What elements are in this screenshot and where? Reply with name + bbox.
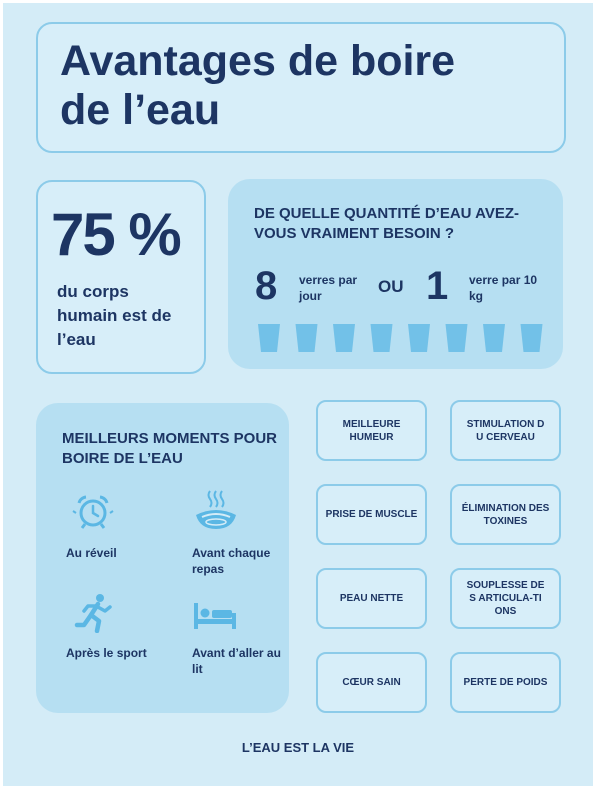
benefit-heart bbox=[316, 652, 427, 713]
footer-slogan: L’EAU EST LA VIE bbox=[241, 740, 355, 755]
benefit-label: PERTE DE POIDS bbox=[463, 677, 548, 688]
quantity-title: DE QUELLE QUANTITÉ D’EAU AVEZ-VOUS VRAIMENT BESOIN ? bbox=[254, 205, 520, 242]
best-times-title: MEILLEURS MOMENTS POUR BOIRE DE L’EAU bbox=[62, 430, 278, 467]
water-glass-icon bbox=[483, 324, 505, 352]
bed-icon bbox=[192, 601, 238, 631]
water-glass-icon bbox=[371, 324, 393, 352]
title-box bbox=[36, 22, 566, 153]
water-quantity-box bbox=[228, 179, 563, 369]
benefit-label: PRISE DE MUSCLE bbox=[325, 509, 418, 520]
running-person-icon bbox=[74, 593, 114, 633]
water-glass-icon bbox=[408, 324, 430, 352]
water-glass-icon bbox=[258, 324, 280, 352]
stat-text: du corps humain est de l’eau bbox=[57, 282, 172, 349]
benefit-label: SOUPLESSE DES ARTICULA-TIONS bbox=[466, 580, 545, 617]
meal-bowl-icon bbox=[192, 489, 240, 531]
water-glass-icon bbox=[333, 324, 355, 352]
benefit-label: PEAU NETTE bbox=[339, 593, 404, 604]
benefit-label: MEILLEURE HUMEUR bbox=[342, 418, 401, 443]
option1-text: verres par jour bbox=[299, 273, 358, 303]
alarm-clock-icon bbox=[70, 493, 116, 529]
title-line-1: Avantages de boire bbox=[60, 37, 456, 85]
benefit-weight bbox=[450, 652, 561, 713]
benefit-mood bbox=[316, 400, 427, 461]
option2-number: 1 bbox=[426, 264, 449, 308]
benefit-brain bbox=[450, 400, 561, 461]
benefit-toxins bbox=[450, 484, 561, 545]
water-glass-icon bbox=[296, 324, 318, 352]
benefit-muscle bbox=[316, 484, 427, 545]
benefit-label: STIMULATION DU CERVEAU bbox=[466, 418, 545, 443]
stat-value: 75 % bbox=[51, 201, 180, 268]
water-glass-icon bbox=[446, 324, 468, 352]
best-times-box bbox=[36, 403, 289, 713]
benefit-label: ÉLIMINATION DES TOXINES bbox=[461, 502, 550, 527]
title-line-2: de l’eau bbox=[60, 86, 221, 134]
stat-box bbox=[36, 180, 206, 374]
option2-text: verre par 10 kg bbox=[469, 273, 538, 303]
benefit-skin bbox=[316, 568, 427, 629]
benefit-joints bbox=[450, 568, 561, 629]
water-glass-icon bbox=[521, 324, 543, 352]
glasses-row bbox=[258, 324, 548, 354]
infographic-page bbox=[3, 3, 593, 786]
time-label-meal: Avant chaque repas bbox=[192, 546, 271, 576]
option1-number: 8 bbox=[255, 264, 278, 308]
time-label-sport: Après le sport bbox=[66, 646, 147, 660]
time-label-bed: Avant d’aller au lit bbox=[192, 646, 281, 676]
or-label: OU bbox=[378, 277, 404, 296]
page-title bbox=[60, 37, 455, 135]
benefit-label: CŒUR SAIN bbox=[342, 677, 401, 688]
time-label-wake: Au réveil bbox=[66, 546, 117, 560]
